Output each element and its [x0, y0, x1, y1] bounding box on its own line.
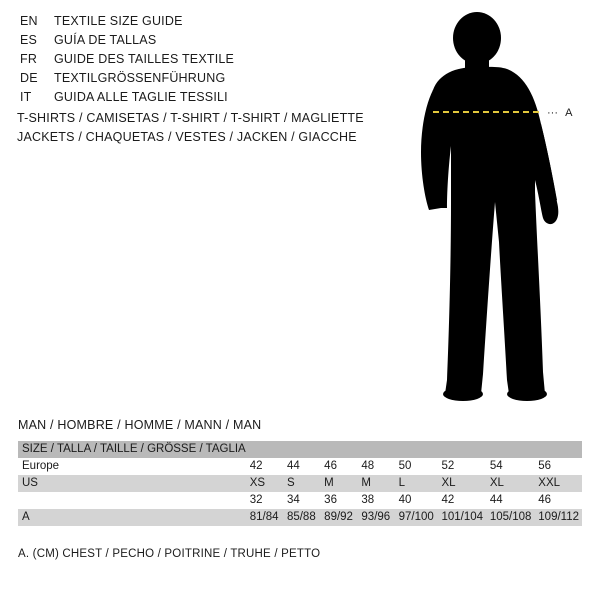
cell: 42	[249, 460, 263, 472]
cell: XL	[441, 477, 456, 489]
chest-measure-marker	[547, 107, 572, 119]
cell: M	[361, 477, 371, 489]
cell: L	[398, 477, 406, 489]
cell: 81/84	[249, 511, 279, 523]
category-list	[17, 111, 417, 149]
row-label	[18, 492, 246, 509]
table-row	[18, 441, 582, 458]
cell: 97/100	[398, 511, 434, 523]
cell	[534, 441, 582, 458]
cell: 93/96	[361, 511, 391, 523]
cell: 52	[441, 460, 455, 472]
row-label: US	[22, 477, 38, 489]
language-list	[20, 14, 360, 109]
table-footnote: A. (CM) CHEST / PECHO / POITRINE / TRUHE / PETTO	[18, 548, 321, 560]
cell	[283, 441, 320, 458]
language-code: FR	[20, 52, 38, 66]
cell	[357, 441, 394, 458]
cell	[486, 441, 534, 458]
cell: 36	[324, 494, 337, 506]
language-row	[20, 33, 360, 52]
size-table	[18, 441, 582, 526]
language-text: GUIDA ALLE TAGLIE TESSILI	[54, 90, 228, 104]
cell: 54	[489, 460, 503, 472]
table-row	[18, 475, 582, 492]
category-line-jackets: JACKETS / CHAQUETAS / VESTES / JACKEN / GIACCHE	[17, 130, 357, 144]
cell: 32	[249, 494, 263, 506]
row-label: A	[22, 511, 30, 523]
language-row	[20, 71, 360, 90]
cell: 85/88	[286, 511, 316, 523]
table-row	[18, 509, 582, 526]
row-label: SIZE / TALLA / TAILLE / GRÖSSE / TAGLIA	[22, 443, 246, 455]
language-row	[20, 14, 360, 33]
cell: XXL	[538, 477, 561, 489]
chest-marker-prefix: ···	[547, 107, 558, 119]
table-row	[18, 492, 582, 509]
cell	[320, 441, 357, 458]
cell: 105/108	[489, 511, 532, 523]
cell: 40	[398, 494, 412, 506]
table-row	[18, 458, 582, 475]
body-silhouette-figure	[395, 12, 595, 402]
language-code: EN	[20, 14, 38, 28]
cell: 101/104	[441, 511, 484, 523]
silhouette-svg	[395, 12, 595, 402]
cell: S	[286, 477, 295, 489]
language-code: ES	[20, 33, 38, 47]
language-row	[20, 90, 360, 109]
cell: 42	[441, 494, 455, 506]
language-code: IT	[20, 90, 32, 104]
cell: XS	[249, 477, 266, 489]
cell: 34	[286, 494, 300, 506]
language-text: GUIDE DES TAILLES TEXTILE	[54, 52, 235, 66]
cell: 44	[489, 494, 503, 506]
category-line-tshirts: T-SHIRTS / CAMISETAS / T-SHIRT / T-SHIRT / MAGLIETTE	[17, 111, 364, 125]
cell: 44	[286, 460, 300, 472]
cell: 46	[538, 494, 552, 506]
cell: XL	[489, 477, 504, 489]
cell	[437, 441, 485, 458]
language-code: DE	[20, 71, 38, 85]
table-title: MAN / HOMBRE / HOMME / MANN / MAN	[18, 418, 262, 432]
row-label: Europe	[22, 460, 60, 472]
cell	[395, 441, 438, 458]
language-row	[20, 52, 360, 71]
language-text: TEXTILE SIZE GUIDE	[54, 14, 183, 28]
language-text: TEXTILGRÖSSENFÜHRUNG	[54, 71, 226, 85]
language-text: GUÍA DE TALLAS	[54, 33, 157, 47]
cell: M	[324, 477, 334, 489]
cell: 89/92	[324, 511, 353, 523]
cell: 38	[361, 494, 375, 506]
cell: 48	[361, 460, 375, 472]
cell: 50	[398, 460, 412, 472]
cell: 56	[538, 460, 552, 472]
cell	[246, 441, 283, 458]
chest-marker-letter: A	[565, 107, 573, 119]
cell: 109/112	[538, 511, 579, 523]
cell: 46	[324, 460, 337, 472]
